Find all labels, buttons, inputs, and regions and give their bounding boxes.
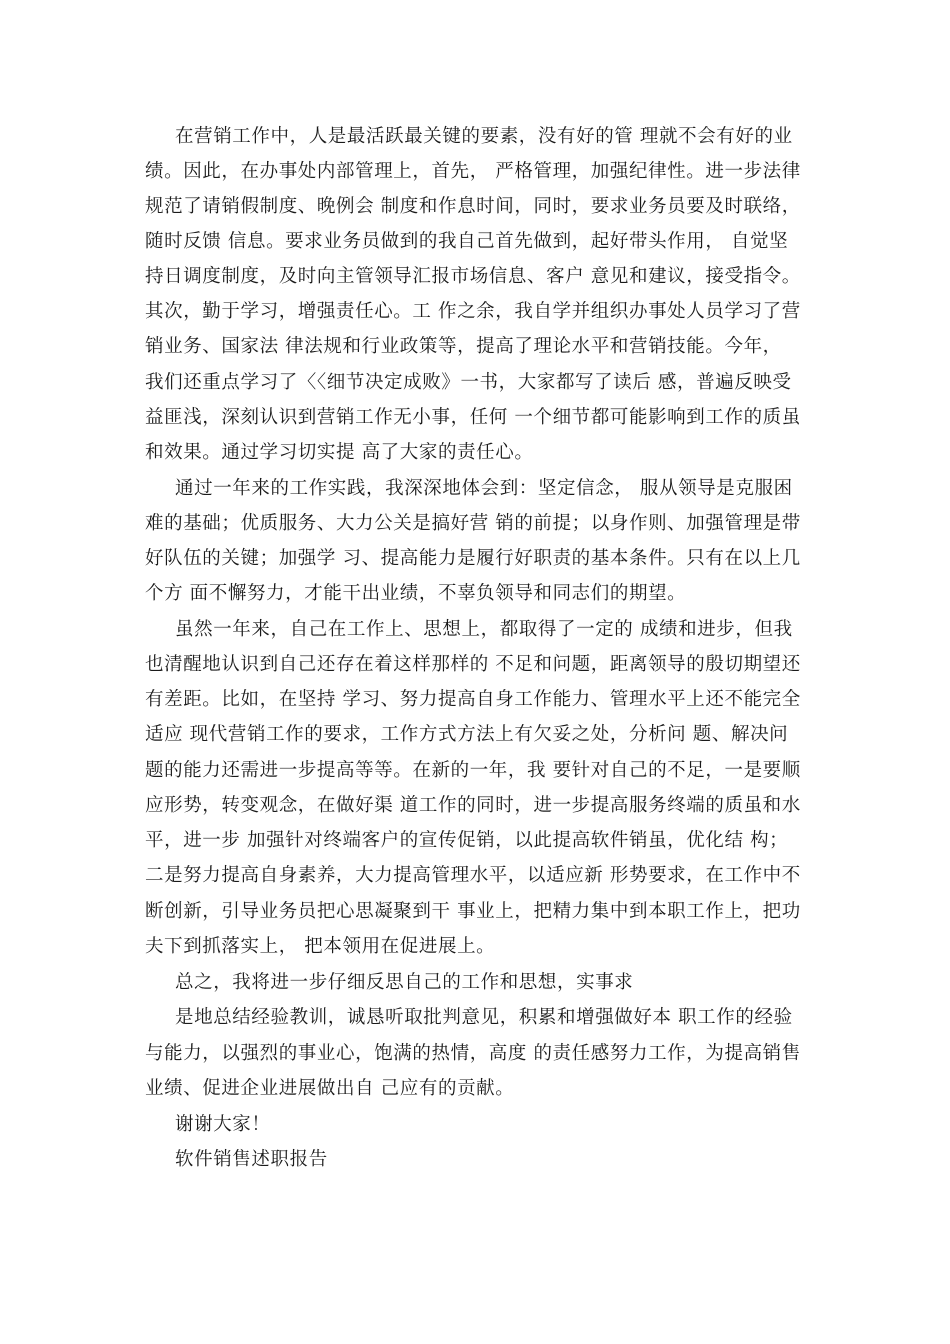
text-line: 好队伍的关键；加强学 习、提高能力是履行好职责的基本条件。只有在以上几 — [145, 548, 801, 569]
text-line: 是地总结经验教训，诚恳听取批判意见，积累和增强做好本 职工作的经验 — [175, 1007, 793, 1028]
text-line: 总之，我将进一步仔细反思自己的工作和思想，实事求 — [175, 972, 634, 993]
text-line: 与能力，以强烈的事业心，饱满的热情，高度 的责任感努力工作，为提高销售 — [145, 1043, 801, 1064]
text-line: 平，进一步 加强针对终端客户的宣传促销，以此提高软件销虽，优化结 构； — [145, 830, 789, 851]
text-line: 益匪浅，深刻认识到营销工作无小事，任何 一个细节都可能影响到工作的质虽 — [145, 407, 801, 428]
text-line: 其次，勤于学习，增强责任心。工 作之余，我自学并组织办事处人员学习了营 — [145, 301, 801, 322]
text-line: 和效果。通过学习切实提 高了大家的责任心。 — [145, 442, 534, 463]
text-line: 有差距。比如，在坚持 学习、努力提高自身工作能力、管理水平上还不能完全 — [145, 689, 801, 710]
text-line: 断创新，引导业务员把心思凝聚到干 事业上，把精力集中到本职工作上，把功 — [145, 901, 801, 922]
text-line: 夫下到抓落实上， 把本领用在促进展上。 — [145, 936, 496, 957]
text-line: 业绩、促进企业进展做出自 己应有的贡献。 — [145, 1078, 515, 1099]
text-line: 个方 面不懈努力，才能干出业绩，不辜负领导和同志们的期望。 — [145, 583, 687, 604]
text-line: 持日调度制度，及时向主管领导汇报市场信息、客户 意见和建议，接受指令。 — [145, 266, 801, 287]
text-line: 我们还重点学习了〈〈细节决定成败》一书，大家都写了读后 感，普遍反映受 — [145, 372, 792, 393]
text-line: 销业务、国家法 律法规和行业政策等，提高了理论水平和营销技能。今年， — [145, 336, 782, 357]
text-line: 应形势，转变观念，在做好渠 道工作的同时，进一步提高服务终端的质虽和水 — [145, 795, 801, 816]
text-line: 虽然一年来，自己在工作上、思想上，都取得了一定的 成绩和进步，但我 — [175, 619, 793, 640]
text-line: 绩。因此，在办事处内部管理上，首先， 严格管理，加强纪律性。进一步法律 — [145, 161, 801, 182]
text-line: 难的基础；优质服务、大力公关是搞好营 销的前提；以身作则、加强管理是带 — [145, 513, 801, 534]
text-line: 在营销工作中，人是最活跃最关键的要素，没有好的管 理就不会有好的业 — [175, 126, 793, 147]
text-line: 题的能力还需进一步提高等等。在新的一年，我 要针对自己的不足，一是要顺 — [145, 760, 801, 781]
text-line: 适应 现代营销工作的要求，工作方式方法上有欠妥之处，分析问 题、解决问 — [145, 724, 789, 745]
text-line: 规范了请销假制度、晚例会 制度和作息时间，同时，要求业务员要及时联络， — [145, 196, 801, 217]
text-line: 二是努力提高自身素养，大力提高管理水平，以适应新 形势要求，在工作中不 — [145, 865, 801, 886]
text-line: 也清醒地认识到自己还存在着这样那样的 不足和问题，距离领导的殷切期望还 — [145, 654, 801, 675]
text-line: 通过一年来的工作实践，我深深地体会到：坚定信念， 服从领导是克服困 — [175, 478, 793, 499]
text-line: 谢谢大家！ — [175, 1114, 271, 1135]
text-line: 软件销售述职报告 — [175, 1149, 328, 1170]
text-line: 随时反馈 信息。要求业务员做到的我自己首先做到，起好带头作用， 自觉坚 — [145, 231, 789, 252]
